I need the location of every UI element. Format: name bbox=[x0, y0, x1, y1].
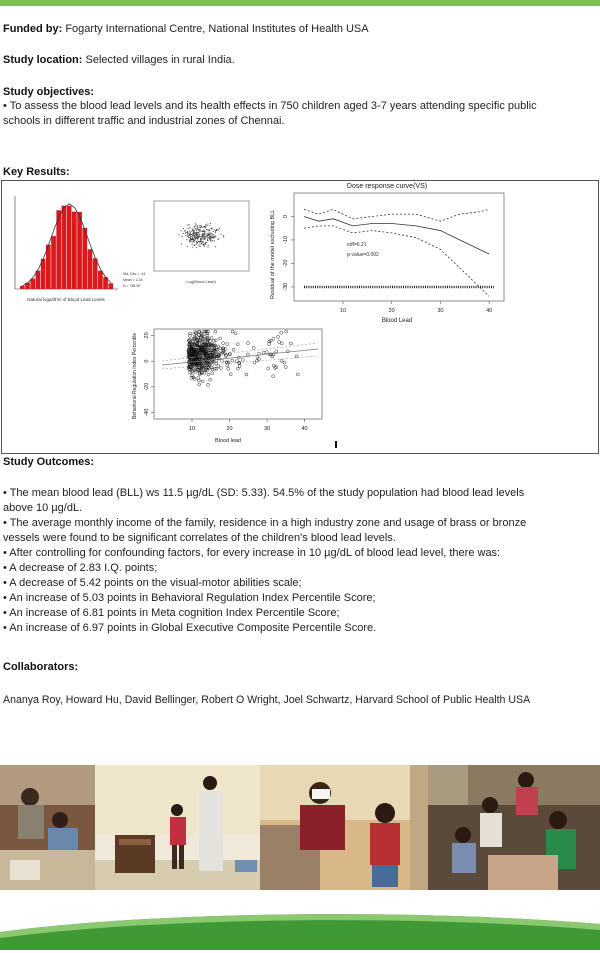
histogram-bar bbox=[77, 212, 82, 289]
scatter1-point bbox=[211, 228, 212, 229]
scatter1-point bbox=[205, 226, 206, 227]
outcome-bri: • An increase of 5.03 points in Behavioral Regulation Index Percentile Score; bbox=[3, 592, 376, 604]
scatter1-point bbox=[191, 238, 192, 239]
scatter1-point bbox=[194, 230, 195, 231]
scatter1-point bbox=[189, 240, 190, 241]
scatter1-point bbox=[203, 234, 204, 235]
scatter1-point bbox=[204, 232, 205, 233]
scatter1-point bbox=[210, 223, 211, 224]
scatter1-point bbox=[188, 237, 189, 238]
bri-point bbox=[200, 332, 203, 335]
objective-bullet-1: • To assess the blood lead levels and its health effects in 750 children aged 3-7 years attending specific public bbox=[3, 100, 537, 112]
scatter1-point bbox=[219, 228, 220, 229]
scatter1-point bbox=[185, 235, 186, 236]
scatter1-point bbox=[197, 229, 198, 230]
location-text: Selected villages in rural India. bbox=[82, 54, 235, 66]
scatter1-point bbox=[197, 228, 198, 229]
bri-point bbox=[275, 350, 278, 353]
scatter1-point bbox=[208, 238, 209, 239]
dose-xtick-label: 10 bbox=[339, 308, 347, 314]
scatter1-point bbox=[210, 234, 211, 235]
scatter1-point bbox=[223, 237, 224, 238]
scatter1-point bbox=[195, 229, 196, 230]
key-results-figure bbox=[1, 180, 599, 454]
outcome-visual-motor: • A decrease of 5.42 points on the visual-motor abilities scale; bbox=[3, 577, 302, 589]
bri-point bbox=[245, 373, 248, 376]
bri-point bbox=[215, 367, 218, 370]
scatter1-point bbox=[221, 234, 222, 235]
scatter1-point bbox=[197, 225, 198, 226]
scatter1-point bbox=[202, 236, 203, 237]
scatter1-point bbox=[189, 234, 190, 235]
footer-green-wave bbox=[0, 902, 600, 950]
scatter1-point bbox=[211, 240, 212, 241]
scatter1-point bbox=[195, 228, 196, 229]
objectives-heading: Study objectives: bbox=[3, 86, 95, 98]
scatter1-point bbox=[196, 244, 197, 245]
bri-point bbox=[284, 366, 287, 369]
scatter1-point bbox=[212, 240, 213, 241]
scatter1-point bbox=[215, 232, 216, 233]
bri-xtick-label: 10 bbox=[188, 426, 196, 432]
scatter1-point bbox=[198, 241, 199, 242]
scatter1-point bbox=[190, 232, 191, 233]
histogram-bar bbox=[46, 245, 51, 289]
dose-xtick-label: 20 bbox=[388, 308, 395, 314]
scatter1-point bbox=[194, 240, 195, 241]
bri-xtick-label: 30 bbox=[263, 426, 271, 432]
scatter1-point bbox=[213, 231, 214, 232]
scatter1-point bbox=[213, 234, 214, 235]
scatter1-point bbox=[211, 234, 212, 235]
bri-xtick-label: 20 bbox=[226, 426, 233, 432]
dose-xtick-label: 30 bbox=[437, 308, 444, 314]
scatter1-point bbox=[200, 240, 201, 241]
scatter1-point bbox=[183, 233, 184, 234]
bri-point bbox=[198, 383, 201, 386]
scatter1-point bbox=[191, 231, 192, 232]
bri-point bbox=[234, 332, 237, 335]
scatter1-point bbox=[204, 245, 205, 246]
bri-point bbox=[201, 380, 204, 383]
bri-point bbox=[221, 359, 224, 362]
scatter1-point bbox=[206, 242, 207, 243]
histogram-bar bbox=[72, 212, 77, 289]
scatter1-point bbox=[210, 238, 211, 239]
dose-xtick-label: 40 bbox=[486, 308, 493, 314]
scatter1-point bbox=[193, 229, 194, 230]
scatter1-point bbox=[189, 224, 190, 225]
scatter1-point bbox=[196, 230, 197, 231]
histogram-bar bbox=[93, 258, 98, 289]
scatter1-point bbox=[199, 231, 200, 232]
scatter1-point bbox=[198, 238, 199, 239]
scatter1-point bbox=[202, 238, 203, 239]
scatter1-point bbox=[215, 246, 216, 247]
dose-response-chart bbox=[270, 183, 504, 324]
location-line bbox=[3, 53, 235, 68]
scatter1-point bbox=[205, 236, 206, 237]
photo-children-group bbox=[428, 765, 600, 890]
bri-point bbox=[212, 339, 215, 342]
scatter1-point bbox=[209, 232, 210, 233]
scatter1-point bbox=[207, 223, 208, 224]
scatter1-point bbox=[211, 237, 212, 238]
location-label: Study location: bbox=[3, 54, 83, 66]
top-accent-bar bbox=[0, 0, 600, 6]
scatter1-point bbox=[189, 227, 190, 228]
scatter1-point bbox=[204, 237, 205, 238]
bri-point bbox=[207, 373, 210, 376]
bri-xlabel: Blood lead bbox=[215, 438, 241, 444]
scatter1-point bbox=[211, 227, 212, 228]
scatter1-point bbox=[217, 229, 218, 230]
scatter1-point bbox=[187, 246, 188, 247]
photo-girl-weighing bbox=[95, 765, 260, 890]
scatter1-point bbox=[200, 246, 201, 247]
scatter1-point bbox=[216, 230, 217, 231]
scatter1-point bbox=[193, 235, 194, 236]
scatter1-point bbox=[190, 233, 191, 234]
scatter1-point bbox=[200, 244, 201, 245]
scatter1-point bbox=[207, 229, 208, 230]
scatter1-point bbox=[190, 236, 191, 237]
bri-point bbox=[209, 378, 212, 381]
scatter1-point bbox=[214, 240, 215, 241]
bri-point bbox=[280, 359, 283, 362]
scatter1-point bbox=[192, 247, 193, 248]
bri-point bbox=[214, 339, 217, 342]
scatter1-point bbox=[205, 238, 206, 239]
scatter1-point bbox=[209, 234, 210, 235]
scatter1-point bbox=[200, 225, 201, 226]
scatter1-point bbox=[204, 243, 205, 244]
bri-point bbox=[218, 347, 221, 350]
histogram-legend-2: Mean = 2.34 bbox=[123, 278, 143, 282]
outcome-iq: • A decrease of 2.83 I.Q. points; bbox=[3, 562, 158, 574]
scatter1-point bbox=[189, 241, 190, 242]
bri-point bbox=[236, 367, 239, 370]
scatter1-point bbox=[184, 231, 185, 232]
scatter1-point bbox=[196, 224, 197, 225]
bri-point bbox=[277, 335, 280, 338]
log-blood-lead-scatter bbox=[154, 201, 249, 284]
bri-ytick-label: -40 bbox=[144, 408, 150, 417]
scatter1-point bbox=[213, 236, 214, 237]
scatter1-point bbox=[196, 232, 197, 233]
bri-point bbox=[207, 383, 210, 386]
scatter1-point bbox=[187, 228, 188, 229]
scatter1-point bbox=[212, 236, 213, 237]
histogram-legend-1: Std. Dev = .44 bbox=[123, 272, 146, 276]
scatter1-point bbox=[178, 234, 179, 235]
scatter1-point bbox=[201, 226, 202, 227]
bri-point bbox=[189, 371, 192, 374]
histogram-bar bbox=[88, 249, 93, 289]
funded-line bbox=[3, 22, 369, 37]
scatter1-point bbox=[187, 234, 188, 235]
bri-point bbox=[219, 337, 222, 340]
bri-point bbox=[283, 361, 286, 364]
histogram-bar bbox=[20, 286, 25, 289]
photo-strip bbox=[0, 765, 600, 890]
bri-point bbox=[296, 373, 299, 376]
outcome-correlates-2: vessels were found to be significant correlates of the children's blood lead levels. bbox=[3, 532, 396, 544]
dose-title: Dose response curve(VS) bbox=[346, 183, 428, 190]
scatter1-point bbox=[205, 242, 206, 243]
objective-bullet-2: schools in different traffic and industrial zones of Chennai. bbox=[3, 115, 285, 127]
scatter1-point bbox=[200, 227, 201, 228]
key-results-heading: Key Results: bbox=[3, 166, 70, 178]
scatter1-point bbox=[196, 241, 197, 242]
bri-ytick-label: 20 bbox=[144, 332, 150, 339]
scatter1-point bbox=[201, 236, 202, 237]
scatter1-point bbox=[200, 238, 201, 239]
bri-xtick-label: 40 bbox=[301, 426, 308, 432]
scatter1-point bbox=[205, 243, 206, 244]
scatter1-point bbox=[217, 239, 218, 240]
dose-annotation-p: p-value=0.002 bbox=[347, 252, 379, 258]
scatter1-point bbox=[194, 237, 195, 238]
scatter1-point bbox=[203, 243, 204, 244]
collaborators-text: Ananya Roy, Howard Hu, David Bellinger, Robert O Wright, Joel Schwartz, Harvard School of Public Health USA bbox=[3, 694, 531, 706]
scatter1-point bbox=[207, 237, 208, 238]
scatter1-point bbox=[197, 236, 198, 237]
scatter1-point bbox=[181, 243, 182, 244]
scatter1-point bbox=[208, 240, 209, 241]
scatter1-point bbox=[206, 235, 207, 236]
bri-point bbox=[219, 367, 222, 370]
scatter1-point bbox=[204, 246, 205, 247]
scatter1-point bbox=[214, 237, 215, 238]
dose-ytick-label: -10 bbox=[283, 235, 289, 244]
scatter1-point bbox=[189, 231, 190, 232]
scatter1-point bbox=[194, 235, 195, 236]
scatter1-point bbox=[203, 231, 204, 232]
bri-ytick-label: 0 bbox=[144, 359, 150, 363]
scatter1-point bbox=[198, 230, 199, 231]
bri-scatter-chart bbox=[132, 329, 322, 444]
dose-annotation-edf: edf=6.21 bbox=[347, 242, 367, 248]
bri-point bbox=[214, 330, 217, 333]
scatter1-point bbox=[198, 234, 199, 235]
scatter1-point bbox=[185, 232, 186, 233]
scatter1-point bbox=[190, 238, 191, 239]
scatter1-point bbox=[209, 237, 210, 238]
scatter1-point bbox=[196, 237, 197, 238]
scatter1-point bbox=[202, 241, 203, 242]
scatter1-point bbox=[199, 234, 200, 235]
figure-marker bbox=[335, 441, 337, 448]
bri-point bbox=[241, 358, 244, 361]
bri-point bbox=[247, 342, 250, 345]
scatter1-point bbox=[187, 236, 188, 237]
scatter1-point bbox=[197, 226, 198, 227]
scatter1-point bbox=[201, 243, 202, 244]
scatter1-point bbox=[204, 238, 205, 239]
outcome-meta-cognition: • An increase of 6.81 points in Meta cognition Index Percentile Score; bbox=[3, 607, 340, 619]
bri-point bbox=[211, 372, 214, 375]
scatter1-point bbox=[193, 234, 194, 235]
scatter1-point bbox=[204, 226, 205, 227]
scatter1-point bbox=[198, 245, 199, 246]
scatter1-point bbox=[206, 229, 207, 230]
scatter1-point bbox=[223, 235, 224, 236]
scatter1-point bbox=[187, 231, 188, 232]
histogram-bar bbox=[36, 271, 41, 289]
scatter1-point bbox=[192, 229, 193, 230]
funded-text: Fogarty International Centre, National Institutes of Health USA bbox=[62, 23, 369, 35]
histogram-bar bbox=[62, 206, 67, 289]
bri-point bbox=[222, 342, 225, 345]
scatter1-point bbox=[195, 223, 196, 224]
scatter1-point bbox=[207, 239, 208, 240]
scatter1-xlabel: Log(Blood Lead) bbox=[186, 279, 216, 284]
scatter1-point bbox=[209, 225, 210, 226]
dose-ytick-label: -30 bbox=[283, 282, 289, 291]
histogram-xlabel: Natural logarithm of Blood Lead Levels bbox=[27, 297, 105, 302]
histogram-bar bbox=[98, 271, 103, 289]
scatter1-point bbox=[187, 233, 188, 234]
bri-point bbox=[278, 340, 281, 343]
scatter1-point bbox=[213, 237, 214, 238]
scatter1-point bbox=[191, 239, 192, 240]
scatter1-point bbox=[215, 230, 216, 231]
histogram-bar bbox=[67, 206, 72, 289]
scatter1-point bbox=[194, 231, 195, 232]
bri-point bbox=[246, 353, 249, 356]
scatter1-point bbox=[206, 234, 207, 235]
scatter1-point bbox=[196, 247, 197, 248]
scatter1-point bbox=[199, 242, 200, 243]
bri-point bbox=[229, 373, 232, 376]
outcomes-heading: Study Outcomes: bbox=[3, 456, 95, 468]
scatter1-point bbox=[205, 225, 206, 226]
histogram-bar bbox=[82, 228, 87, 289]
dose-ytick-label: 0 bbox=[283, 214, 289, 219]
bri-point bbox=[285, 330, 288, 333]
histogram-legend-3: N = 756.00 bbox=[123, 284, 141, 288]
funded-label: Funded by: bbox=[3, 23, 63, 35]
scatter1-point bbox=[207, 225, 208, 226]
bri-point bbox=[256, 355, 259, 358]
scatter1-point bbox=[192, 244, 193, 245]
photo-doctor-examining bbox=[260, 765, 428, 890]
scatter1-point bbox=[204, 230, 205, 231]
scatter1-point bbox=[215, 236, 216, 237]
histogram-bar bbox=[51, 236, 56, 289]
bri-point bbox=[280, 331, 283, 334]
scatter1-point bbox=[186, 239, 187, 240]
bri-point bbox=[226, 343, 229, 346]
outcome-confounding: • After controlling for confounding factors, for every increase in 10 µg/dL of blood lead level, there was: bbox=[3, 547, 501, 559]
bri-point bbox=[232, 348, 235, 351]
scatter1-point bbox=[207, 247, 208, 248]
bri-point bbox=[236, 343, 239, 346]
outcome-gec: • An increase of 6.97 points in Global Executive Composite Percentile Score. bbox=[3, 622, 377, 634]
scatter1-point bbox=[196, 242, 197, 243]
outcome-correlates-1: • The average monthly income of the family, residence in a high industry zone and usage of brass or bronze bbox=[3, 517, 527, 529]
bri-point bbox=[265, 351, 268, 354]
histogram-bar bbox=[108, 283, 113, 289]
scatter1-point bbox=[183, 228, 184, 229]
scatter1-point bbox=[202, 234, 203, 235]
histogram-bar bbox=[30, 279, 35, 289]
bri-point bbox=[226, 364, 229, 367]
outcome-mean-bll-2: above 10 µg/dL. bbox=[3, 502, 83, 514]
scatter1-point bbox=[197, 232, 198, 233]
scatter1-point bbox=[209, 230, 210, 231]
scatter1-point bbox=[191, 234, 192, 235]
bri-point bbox=[272, 375, 275, 378]
dose-xlabel: Blood Lead bbox=[381, 318, 413, 324]
bri-point bbox=[289, 342, 292, 345]
scatter1-point bbox=[187, 225, 188, 226]
scatter1-point bbox=[208, 245, 209, 246]
scatter1-point bbox=[199, 230, 200, 231]
bri-point bbox=[227, 367, 230, 370]
scatter1-point bbox=[196, 234, 197, 235]
bri-point bbox=[217, 364, 220, 367]
collaborators-heading: Collaborators: bbox=[3, 661, 79, 673]
scatter1-point bbox=[194, 245, 195, 246]
figures-svg bbox=[2, 181, 598, 453]
scatter1-point bbox=[192, 237, 193, 238]
scatter1-point bbox=[198, 229, 199, 230]
bri-point bbox=[267, 367, 270, 370]
scatter1-point bbox=[205, 224, 206, 225]
scatter1-point bbox=[181, 236, 182, 237]
bri-ytick-label: -20 bbox=[144, 382, 150, 391]
bri-point bbox=[231, 330, 234, 333]
bri-point bbox=[272, 337, 275, 340]
scatter1-point bbox=[197, 239, 198, 240]
scatter1-point bbox=[191, 241, 192, 242]
scatter1-point bbox=[199, 227, 200, 228]
bri-point bbox=[217, 345, 220, 348]
scatter1-point bbox=[180, 230, 181, 231]
photo-children-classroom bbox=[0, 765, 95, 890]
dose-ytick-label: -20 bbox=[283, 259, 289, 268]
scatter1-point bbox=[193, 232, 194, 233]
scatter1-point bbox=[193, 227, 194, 228]
histogram-chart bbox=[15, 196, 145, 302]
scatter1-point bbox=[202, 227, 203, 228]
scatter1-point bbox=[211, 233, 212, 234]
scatter1-point bbox=[193, 238, 194, 239]
scatter1-point bbox=[207, 235, 208, 236]
bri-point bbox=[252, 346, 255, 349]
scatter1-point bbox=[196, 226, 197, 227]
scatter1-point bbox=[199, 235, 200, 236]
scatter1-point bbox=[214, 229, 215, 230]
bri-point bbox=[231, 359, 234, 362]
scatter1-point bbox=[199, 225, 200, 226]
scatter1-point bbox=[195, 239, 196, 240]
bri-ylabel: Behavioral Regulation Index Percentile bbox=[132, 332, 138, 419]
scatter1-point bbox=[193, 241, 194, 242]
bri-point bbox=[262, 351, 265, 354]
outcome-mean-bll-1: • The mean blood lead (BLL) ws 11.5 µg/dL (SD: 5.33). 54.5% of the study population had blood lead levels bbox=[3, 487, 525, 499]
scatter1-point bbox=[195, 234, 196, 235]
scatter1-point bbox=[212, 237, 213, 238]
dose-ylabel: Residual of the model excluding BLL bbox=[270, 209, 276, 299]
scatter1-point bbox=[203, 235, 204, 236]
bri-point bbox=[210, 336, 213, 339]
scatter1-point bbox=[208, 233, 209, 234]
